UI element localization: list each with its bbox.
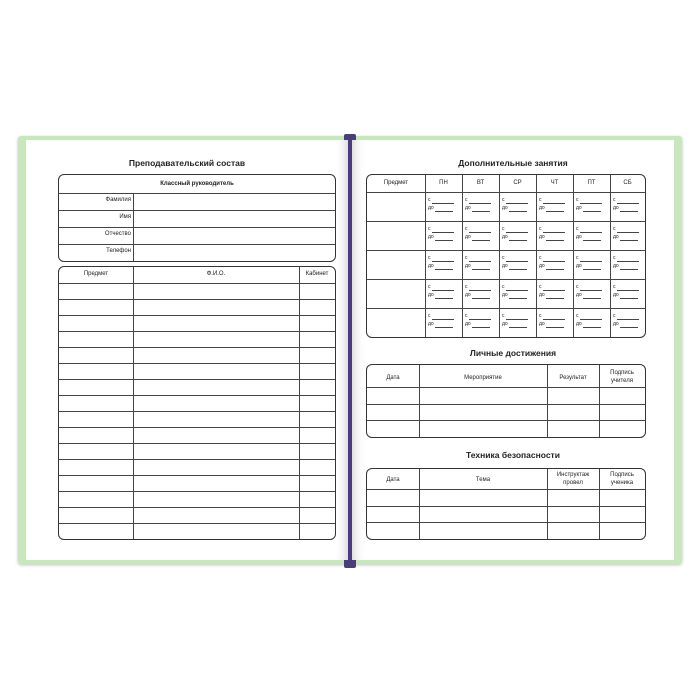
table-row-line — [59, 459, 335, 460]
ach-col-signature: Подпись учителя — [610, 370, 634, 384]
table-row-line — [59, 315, 335, 316]
sched-col-day: ВТ — [476, 180, 485, 186]
from-label: с — [502, 284, 505, 290]
sched-time-cell — [539, 225, 565, 241]
table-col-line — [419, 365, 420, 437]
table-row-line — [59, 475, 335, 476]
to-label: до — [613, 263, 619, 269]
from-label: с — [465, 197, 468, 203]
sched-time-cell — [613, 254, 639, 270]
sched-time-cell — [576, 254, 602, 270]
from-label: с — [428, 197, 431, 203]
teacher-row-label: Фамилия — [105, 197, 131, 203]
table-row-line — [59, 443, 335, 444]
from-label: с — [613, 255, 616, 261]
table-row-line — [59, 331, 335, 332]
from-label: с — [613, 197, 616, 203]
to-label: до — [465, 292, 471, 298]
sched-time-cell — [465, 254, 491, 270]
table-row-line — [367, 221, 645, 222]
sched-col-day: ПТ — [587, 180, 596, 186]
to-blank — [509, 322, 527, 328]
ach-col-date: Дата — [386, 375, 400, 381]
from-blank — [506, 285, 528, 291]
to-label: до — [502, 292, 508, 298]
to-blank — [435, 293, 453, 299]
table-col-line — [536, 175, 537, 337]
sched-time-cell — [465, 283, 491, 299]
from-blank — [617, 285, 639, 291]
to-label: до — [576, 321, 582, 327]
sched-time-cell — [465, 196, 491, 212]
to-label: до — [539, 292, 545, 298]
from-label: с — [576, 197, 579, 203]
from-label: с — [502, 226, 505, 232]
to-blank — [435, 322, 453, 328]
to-blank — [583, 206, 601, 212]
sched-time-cell — [576, 312, 602, 328]
from-blank — [580, 227, 602, 233]
from-blank — [543, 227, 565, 233]
to-blank — [583, 235, 601, 241]
to-blank — [620, 235, 638, 241]
sched-time-cell — [613, 196, 639, 212]
table-row-line — [59, 395, 335, 396]
to-label: до — [576, 205, 582, 211]
safety-col-topic: Тема — [475, 477, 491, 483]
table-col-line — [462, 175, 463, 337]
safety-col-date: Дата — [386, 477, 400, 483]
from-blank — [543, 314, 565, 320]
from-blank — [432, 198, 454, 204]
to-label: до — [613, 234, 619, 240]
to-label: до — [613, 321, 619, 327]
to-label: до — [502, 263, 508, 269]
class-teacher-box — [58, 174, 336, 262]
from-label: с — [428, 226, 431, 232]
to-label: до — [465, 321, 471, 327]
right-page — [352, 140, 674, 560]
table-row-line — [59, 347, 335, 348]
table-row-line — [367, 279, 645, 280]
safety-col-instructor: Инструктаж провел — [556, 472, 590, 486]
sched-col-day: ЧТ — [550, 180, 559, 186]
teacher-row-label: Отчество — [104, 231, 131, 237]
from-label: с — [539, 313, 542, 319]
to-label: до — [613, 292, 619, 298]
to-blank — [620, 322, 638, 328]
from-label: с — [539, 284, 542, 290]
to-blank — [620, 293, 638, 299]
from-blank — [432, 285, 454, 291]
staff-col-room: Кабинет — [305, 271, 329, 277]
sched-time-cell — [539, 283, 565, 299]
from-blank — [617, 227, 639, 233]
table-row-line — [59, 427, 335, 428]
table-row-line — [367, 308, 645, 309]
table-row-line — [59, 411, 335, 412]
to-label: до — [428, 234, 434, 240]
extra-classes-table — [366, 174, 646, 338]
from-blank — [580, 256, 602, 262]
table-row-line — [59, 523, 335, 524]
to-blank — [620, 206, 638, 212]
staff-col-name: Ф.И.О. — [206, 271, 226, 277]
to-blank — [583, 322, 601, 328]
table-row-line — [59, 363, 335, 364]
to-label: до — [576, 263, 582, 269]
sched-time-cell — [613, 283, 639, 299]
sched-time-cell — [576, 196, 602, 212]
to-label: до — [465, 263, 471, 269]
table-row-line — [59, 299, 335, 300]
to-label: до — [613, 205, 619, 211]
table-row-line — [367, 250, 645, 251]
from-label: с — [613, 313, 616, 319]
to-blank — [472, 235, 490, 241]
table-row-line — [367, 404, 645, 405]
table-row-line — [59, 507, 335, 508]
achievements-title: Личные достижения — [469, 348, 557, 358]
to-label: до — [539, 205, 545, 211]
from-label: с — [576, 255, 579, 261]
from-label: с — [613, 226, 616, 232]
ach-col-event: Мероприятие — [464, 375, 502, 381]
to-label: до — [428, 292, 434, 298]
class-teacher-header: Классный руководитель — [160, 181, 234, 187]
to-label: до — [502, 234, 508, 240]
to-label: до — [539, 263, 545, 269]
sched-time-cell — [502, 283, 528, 299]
table-col-line — [425, 175, 426, 337]
table-row-line — [367, 420, 645, 421]
to-blank — [509, 264, 527, 270]
sched-time-cell — [502, 225, 528, 241]
achievements-table — [366, 364, 646, 438]
to-label: до — [502, 205, 508, 211]
to-label: до — [428, 321, 434, 327]
table-col-line — [547, 469, 548, 539]
sched-time-cell — [502, 312, 528, 328]
from-blank — [469, 256, 491, 262]
to-label: до — [428, 205, 434, 211]
to-label: до — [539, 234, 545, 240]
table-col-line — [547, 365, 548, 437]
to-blank — [472, 322, 490, 328]
to-blank — [583, 293, 601, 299]
from-blank — [543, 198, 565, 204]
to-blank — [546, 206, 564, 212]
sched-time-cell — [539, 196, 565, 212]
from-blank — [469, 227, 491, 233]
from-label: с — [428, 313, 431, 319]
teacher-row-label: Телефон — [106, 248, 131, 254]
to-blank — [435, 206, 453, 212]
from-blank — [432, 256, 454, 262]
table-col-line — [573, 175, 574, 337]
sched-time-cell — [465, 312, 491, 328]
from-blank — [506, 198, 528, 204]
to-blank — [509, 293, 527, 299]
sched-time-cell — [428, 283, 454, 299]
safety-table — [366, 468, 646, 540]
from-label: с — [428, 255, 431, 261]
to-blank — [472, 293, 490, 299]
from-blank — [432, 227, 454, 233]
to-blank — [435, 235, 453, 241]
to-blank — [472, 206, 490, 212]
sched-time-cell — [539, 312, 565, 328]
table-col-line — [599, 365, 600, 437]
table-row-line — [59, 491, 335, 492]
sched-col-day: ПН — [439, 180, 448, 186]
to-blank — [583, 264, 601, 270]
table-row-line — [59, 283, 335, 284]
sched-time-cell — [428, 312, 454, 328]
from-label: с — [502, 197, 505, 203]
to-blank — [509, 206, 527, 212]
from-blank — [506, 314, 528, 320]
table-row-line — [367, 522, 645, 523]
left-page — [26, 140, 348, 560]
sched-time-cell — [613, 225, 639, 241]
sched-time-cell — [502, 196, 528, 212]
from-label: с — [465, 284, 468, 290]
from-label: с — [502, 255, 505, 261]
from-label: с — [539, 197, 542, 203]
sched-time-cell — [428, 254, 454, 270]
sched-time-cell — [576, 225, 602, 241]
sched-time-cell — [428, 196, 454, 212]
to-label: до — [502, 321, 508, 327]
to-blank — [546, 264, 564, 270]
from-label: с — [465, 313, 468, 319]
from-label: с — [539, 226, 542, 232]
teacher-row-label: Имя — [119, 214, 131, 220]
from-blank — [617, 314, 639, 320]
table-col-line — [610, 175, 611, 337]
to-blank — [509, 235, 527, 241]
sched-time-cell — [613, 312, 639, 328]
from-blank — [543, 285, 565, 291]
from-blank — [617, 256, 639, 262]
sched-time-cell — [502, 254, 528, 270]
sched-time-cell — [428, 225, 454, 241]
table-row-line — [367, 489, 645, 490]
from-label: с — [465, 255, 468, 261]
table-col-line — [499, 175, 500, 337]
sched-col-day: СБ — [623, 180, 632, 186]
from-label: с — [576, 313, 579, 319]
from-label: с — [465, 226, 468, 232]
from-blank — [580, 285, 602, 291]
from-label: с — [576, 284, 579, 290]
from-label: с — [539, 255, 542, 261]
to-label: до — [428, 263, 434, 269]
safety-title: Техника безопасности — [466, 450, 560, 460]
ach-col-result: Результат — [559, 375, 587, 381]
staff-title: Преподавательский состав — [128, 158, 246, 168]
to-label: до — [465, 234, 471, 240]
to-label: до — [576, 292, 582, 298]
from-blank — [432, 314, 454, 320]
to-blank — [546, 235, 564, 241]
table-col-line — [599, 469, 600, 539]
extra-classes-title: Дополнительные занятия — [458, 158, 568, 168]
table-row-line — [367, 192, 645, 193]
to-label: до — [539, 321, 545, 327]
from-label: с — [613, 284, 616, 290]
to-blank — [620, 264, 638, 270]
sched-time-cell — [576, 283, 602, 299]
from-blank — [543, 256, 565, 262]
from-blank — [506, 256, 528, 262]
table-col-line — [419, 469, 420, 539]
from-blank — [469, 285, 491, 291]
to-blank — [546, 293, 564, 299]
staff-table — [58, 266, 336, 540]
sched-col-day: СР — [513, 180, 522, 186]
safety-col-signature: Подпись ученика — [610, 472, 634, 486]
sched-col-subject: Предмет — [383, 180, 409, 186]
from-blank — [506, 227, 528, 233]
to-label: до — [576, 234, 582, 240]
from-label: с — [428, 284, 431, 290]
staff-col-subject: Предмет — [83, 271, 109, 277]
sched-time-cell — [539, 254, 565, 270]
from-blank — [469, 198, 491, 204]
to-label: до — [465, 205, 471, 211]
from-blank — [580, 198, 602, 204]
sched-time-cell — [465, 225, 491, 241]
table-row-line — [367, 506, 645, 507]
to-blank — [435, 264, 453, 270]
from-blank — [617, 198, 639, 204]
from-blank — [469, 314, 491, 320]
table-row-line — [367, 387, 645, 388]
to-blank — [472, 264, 490, 270]
from-blank — [580, 314, 602, 320]
table-row-line — [59, 379, 335, 380]
from-label: с — [576, 226, 579, 232]
from-label: с — [502, 313, 505, 319]
to-blank — [546, 322, 564, 328]
